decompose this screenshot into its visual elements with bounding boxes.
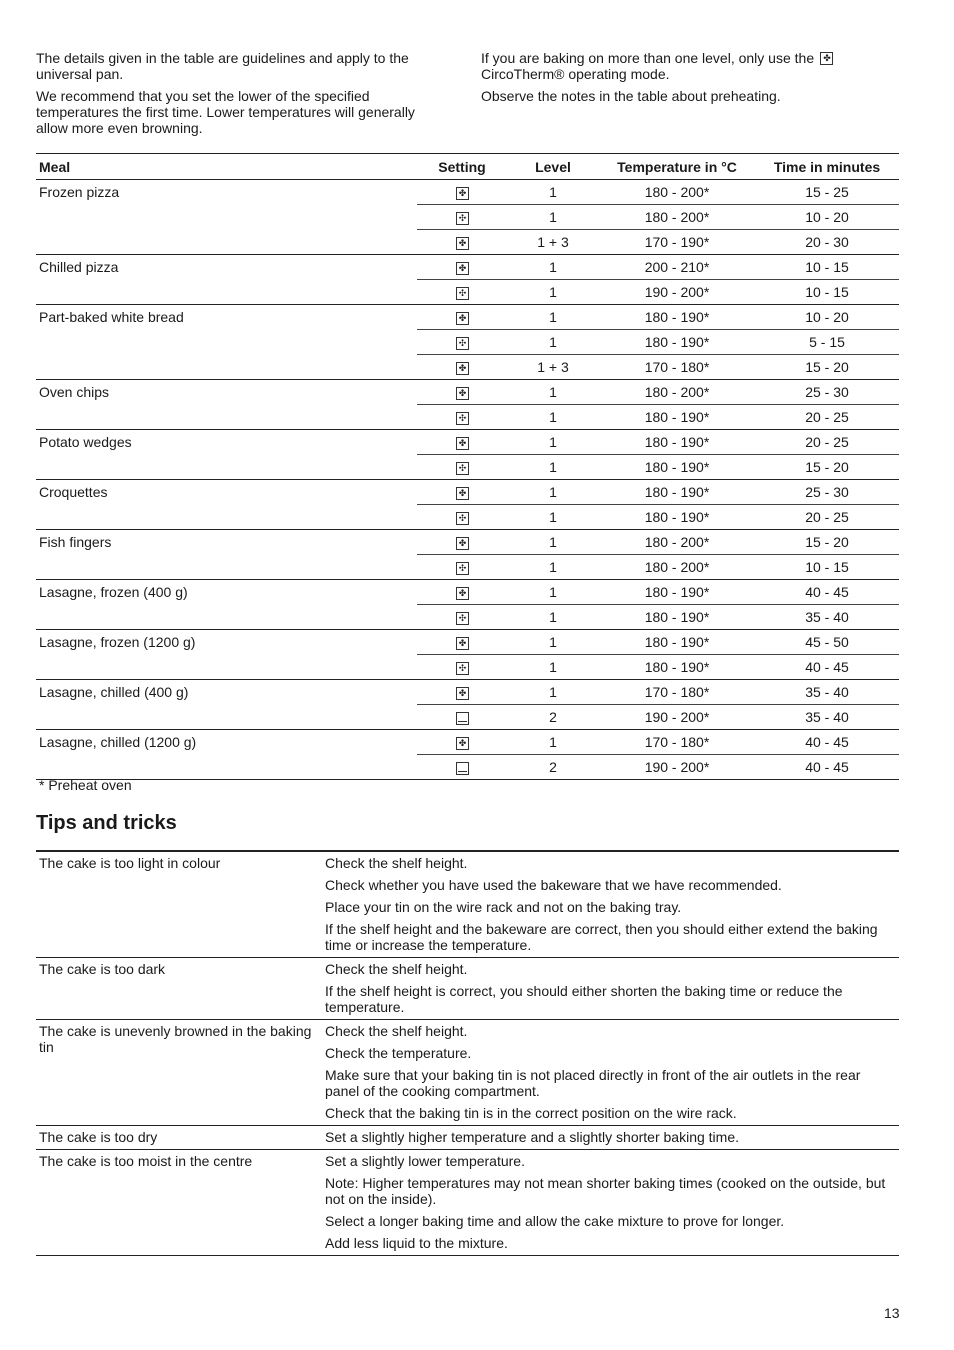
tip-row [36,1126,899,1150]
tips-table [36,850,899,1256]
intro-text [36,50,900,142]
tip-remedies [322,851,899,958]
level-cell: 1 [507,205,599,230]
tip-remedies [322,958,899,1020]
time-cell: 45 - 50 [755,630,899,655]
setting-cell [417,380,507,405]
setting-cell [417,630,507,655]
tip-remedy: Check the shelf height. [325,1023,468,1039]
tip-remedy: If the shelf height and the bakeware are correct, then you should either extend the baking time or increase the temperature. [325,921,878,953]
intro-right-column [481,50,900,142]
time-cell: 20 - 25 [755,405,899,430]
level-cell: 2 [507,755,599,780]
circotherm-icon: ✤ [456,737,469,750]
top-bottom-heat-icon [456,762,469,775]
meal-name: Lasagne, frozen (400 g) [36,580,417,630]
pizza-setting-icon: ✣ [456,462,469,475]
tip-remedies [322,1020,899,1126]
time-cell: 35 - 40 [755,705,899,730]
top-bottom-heat-icon [456,712,469,725]
level-cell: 1 + 3 [507,230,599,255]
tip-remedy: Make sure that your baking tin is not placed directly in front of the air outlets in the rear panel of the cooking compartment. [325,1067,861,1099]
setting-cell [417,755,507,780]
setting-cell [417,180,507,205]
time-cell: 20 - 30 [755,230,899,255]
pizza-setting-icon: ✣ [456,512,469,525]
circotherm-icon: ✤ [456,437,469,450]
tip-problem: The cake is too dry [36,1126,322,1150]
temperature-cell: 180 - 190* [599,655,755,680]
level-cell: 1 [507,255,599,280]
header-setting: Setting [417,154,507,180]
time-cell: 25 - 30 [755,380,899,405]
meal-name: Lasagne, chilled (400 g) [36,680,417,730]
setting-cell [417,705,507,730]
temperature-cell: 180 - 200* [599,380,755,405]
time-cell: 10 - 20 [755,205,899,230]
meal-name: Lasagne, chilled (1200 g) [36,730,417,780]
temperature-cell: 180 - 190* [599,330,755,355]
temperature-cell: 190 - 200* [599,755,755,780]
level-cell: 1 [507,655,599,680]
setting-cell [417,505,507,530]
circotherm-icon: ✤ [456,187,469,200]
level-cell: 1 [507,530,599,555]
circotherm-icon: ✤ [456,387,469,400]
circotherm-icon: ✤ [456,537,469,550]
intro-paragraph: We recommend that you set the lower of the specified temperatures the first time. Lower temperatures will generally allow more even browning. [36,88,415,136]
tip-remedy: Check the shelf height. [325,855,468,871]
temperature-cell: 170 - 180* [599,730,755,755]
tip-remedy: Add less liquid to the mixture. [325,1235,508,1251]
pizza-setting-icon: ✣ [456,212,469,225]
setting-cell [417,580,507,605]
header-level: Level [507,154,599,180]
level-cell: 2 [507,705,599,730]
level-cell: 1 [507,730,599,755]
pizza-setting-icon: ✣ [456,612,469,625]
meal-name: Fish fingers [36,530,417,580]
temperature-cell: 180 - 190* [599,305,755,330]
table-row [36,305,899,330]
tips-body [36,851,899,1256]
circotherm-icon: ✤ [456,487,469,500]
time-cell: 5 - 15 [755,330,899,355]
tip-row [36,1150,899,1256]
tip-remedy: Check the temperature. [325,1045,472,1061]
level-cell: 1 [507,180,599,205]
level-cell: 1 [507,580,599,605]
level-cell: 1 + 3 [507,355,599,380]
temperature-cell: 200 - 210* [599,255,755,280]
level-cell: 1 [507,505,599,530]
tip-row [36,1020,899,1126]
level-cell: 1 [507,405,599,430]
circotherm-icon: ✤ [456,637,469,650]
tip-remedy: Check the shelf height. [325,961,468,977]
level-cell: 1 [507,305,599,330]
temperature-cell: 180 - 200* [599,205,755,230]
tip-problem: The cake is too dark [36,958,322,1020]
pizza-setting-icon: ✣ [456,412,469,425]
temperature-cell: 180 - 190* [599,605,755,630]
pizza-setting-icon: ✣ [456,337,469,350]
setting-cell [417,305,507,330]
time-cell: 40 - 45 [755,655,899,680]
table-row [36,255,899,280]
setting-cell [417,230,507,255]
setting-cell [417,530,507,555]
meal-name: Part-baked white bread [36,305,417,380]
setting-cell [417,555,507,580]
level-cell: 1 [507,555,599,580]
tip-remedies [322,1150,899,1256]
circotherm-icon: ✤ [456,587,469,600]
setting-cell [417,480,507,505]
temperature-cell: 180 - 190* [599,480,755,505]
time-cell: 20 - 25 [755,430,899,455]
temperature-cell: 190 - 200* [599,705,755,730]
time-cell: 35 - 40 [755,605,899,630]
setting-cell [417,655,507,680]
setting-cell [417,355,507,380]
tip-remedies [322,1126,899,1150]
footnote: * Preheat oven [39,777,132,793]
temperature-cell: 180 - 200* [599,530,755,555]
tip-remedy: Select a longer baking time and allow the cake mixture to prove for longer. [325,1213,785,1229]
temperature-cell: 180 - 190* [599,405,755,430]
setting-cell [417,205,507,230]
circotherm-icon: ✤ [456,237,469,250]
setting-cell [417,605,507,630]
meal-name: Chilled pizza [36,255,417,305]
tip-row [36,958,899,1020]
level-cell: 1 [507,280,599,305]
time-cell: 10 - 15 [755,280,899,305]
table-row [36,180,899,205]
level-cell: 1 [507,430,599,455]
tip-remedy: If the shelf height is correct, you should either shorten the baking time or reduce the temperature. [325,983,843,1015]
header-temperature: Temperature in °C [599,154,755,180]
circotherm-icon: ✤ [456,312,469,325]
intro-paragraph: Observe the notes in the table about preheating. [481,88,781,104]
level-cell: 1 [507,330,599,355]
tip-remedy: Check that the baking tin is in the correct position on the wire rack. [325,1105,737,1121]
level-cell: 1 [507,680,599,705]
meal-name: Oven chips [36,380,417,430]
level-cell: 1 [507,480,599,505]
tip-remedy: Place your tin on the wire rack and not on the baking tray. [325,899,682,915]
time-cell: 40 - 45 [755,755,899,780]
intro-paragraph [481,50,900,82]
level-cell: 1 [507,630,599,655]
time-cell: 40 - 45 [755,730,899,755]
time-cell: 20 - 25 [755,505,899,530]
temperature-cell: 170 - 180* [599,355,755,380]
temperature-cell: 180 - 200* [599,555,755,580]
section-title: Tips and tricks [36,812,177,834]
pizza-setting-icon: ✣ [456,287,469,300]
temperature-cell: 170 - 190* [599,230,755,255]
table-body [36,180,899,780]
temperature-cell: 180 - 190* [599,505,755,530]
tip-problem: The cake is too light in colour [36,851,322,958]
tip-problem: The cake is unevenly browned in the baking tin [36,1020,322,1126]
time-cell: 25 - 30 [755,480,899,505]
circotherm-icon: ✤ [456,362,469,375]
time-cell: 10 - 20 [755,305,899,330]
tip-problem: The cake is too moist in the centre [36,1150,322,1256]
circotherm-icon: ✤ [456,687,469,700]
table-row [36,730,899,755]
time-cell: 40 - 45 [755,580,899,605]
intro-left-column [36,50,444,142]
meal-name: Lasagne, frozen (1200 g) [36,630,417,680]
setting-cell [417,255,507,280]
tip-row [36,851,899,958]
circotherm-icon: ✤ [820,52,833,65]
table-row [36,530,899,555]
intro-text-fragment: If you are baking on more than one level, only use the [481,50,815,66]
table-row [36,680,899,705]
page-number: 13 [884,1305,900,1321]
setting-cell [417,455,507,480]
meal-name: Potato wedges [36,430,417,480]
table-header-row [36,154,899,180]
level-cell: 1 [507,380,599,405]
setting-cell [417,280,507,305]
table-row [36,380,899,405]
temperature-cell: 180 - 190* [599,580,755,605]
pizza-setting-icon: ✣ [456,562,469,575]
level-cell: 1 [507,605,599,630]
table-row [36,480,899,505]
circotherm-icon: ✤ [456,262,469,275]
baking-table [36,153,899,780]
temperature-cell: 180 - 190* [599,430,755,455]
temperature-cell: 170 - 180* [599,680,755,705]
time-cell: 15 - 20 [755,530,899,555]
time-cell: 15 - 20 [755,355,899,380]
temperature-cell: 180 - 190* [599,630,755,655]
table-row [36,580,899,605]
temperature-cell: 180 - 200* [599,180,755,205]
header-meal: Meal [36,154,417,180]
meal-name: Frozen pizza [36,180,417,255]
setting-cell [417,730,507,755]
table-row [36,430,899,455]
tip-remedy: Set a slightly higher temperature and a slightly shorter baking time. [325,1129,739,1145]
time-cell: 15 - 20 [755,455,899,480]
tip-remedy: Set a slightly lower temperature. [325,1153,525,1169]
setting-cell [417,430,507,455]
time-cell: 10 - 15 [755,555,899,580]
pizza-setting-icon: ✣ [456,662,469,675]
intro-text-fragment: CircoTherm® operating mode. [481,66,670,82]
temperature-cell: 190 - 200* [599,280,755,305]
table-row [36,630,899,655]
time-cell: 15 - 25 [755,180,899,205]
setting-cell [417,330,507,355]
intro-paragraph: The details given in the table are guidelines and apply to the universal pan. [36,50,409,82]
meal-name: Croquettes [36,480,417,530]
time-cell: 10 - 15 [755,255,899,280]
header-time: Time in minutes [755,154,899,180]
setting-cell [417,680,507,705]
temperature-cell: 180 - 190* [599,455,755,480]
tip-remedy: Check whether you have used the bakeware that we have recommended. [325,877,782,893]
level-cell: 1 [507,455,599,480]
setting-cell [417,405,507,430]
tip-remedy: Note: Higher temperatures may not mean shorter baking times (cooked on the outside, but not on the inside). [325,1175,886,1207]
time-cell: 35 - 40 [755,680,899,705]
